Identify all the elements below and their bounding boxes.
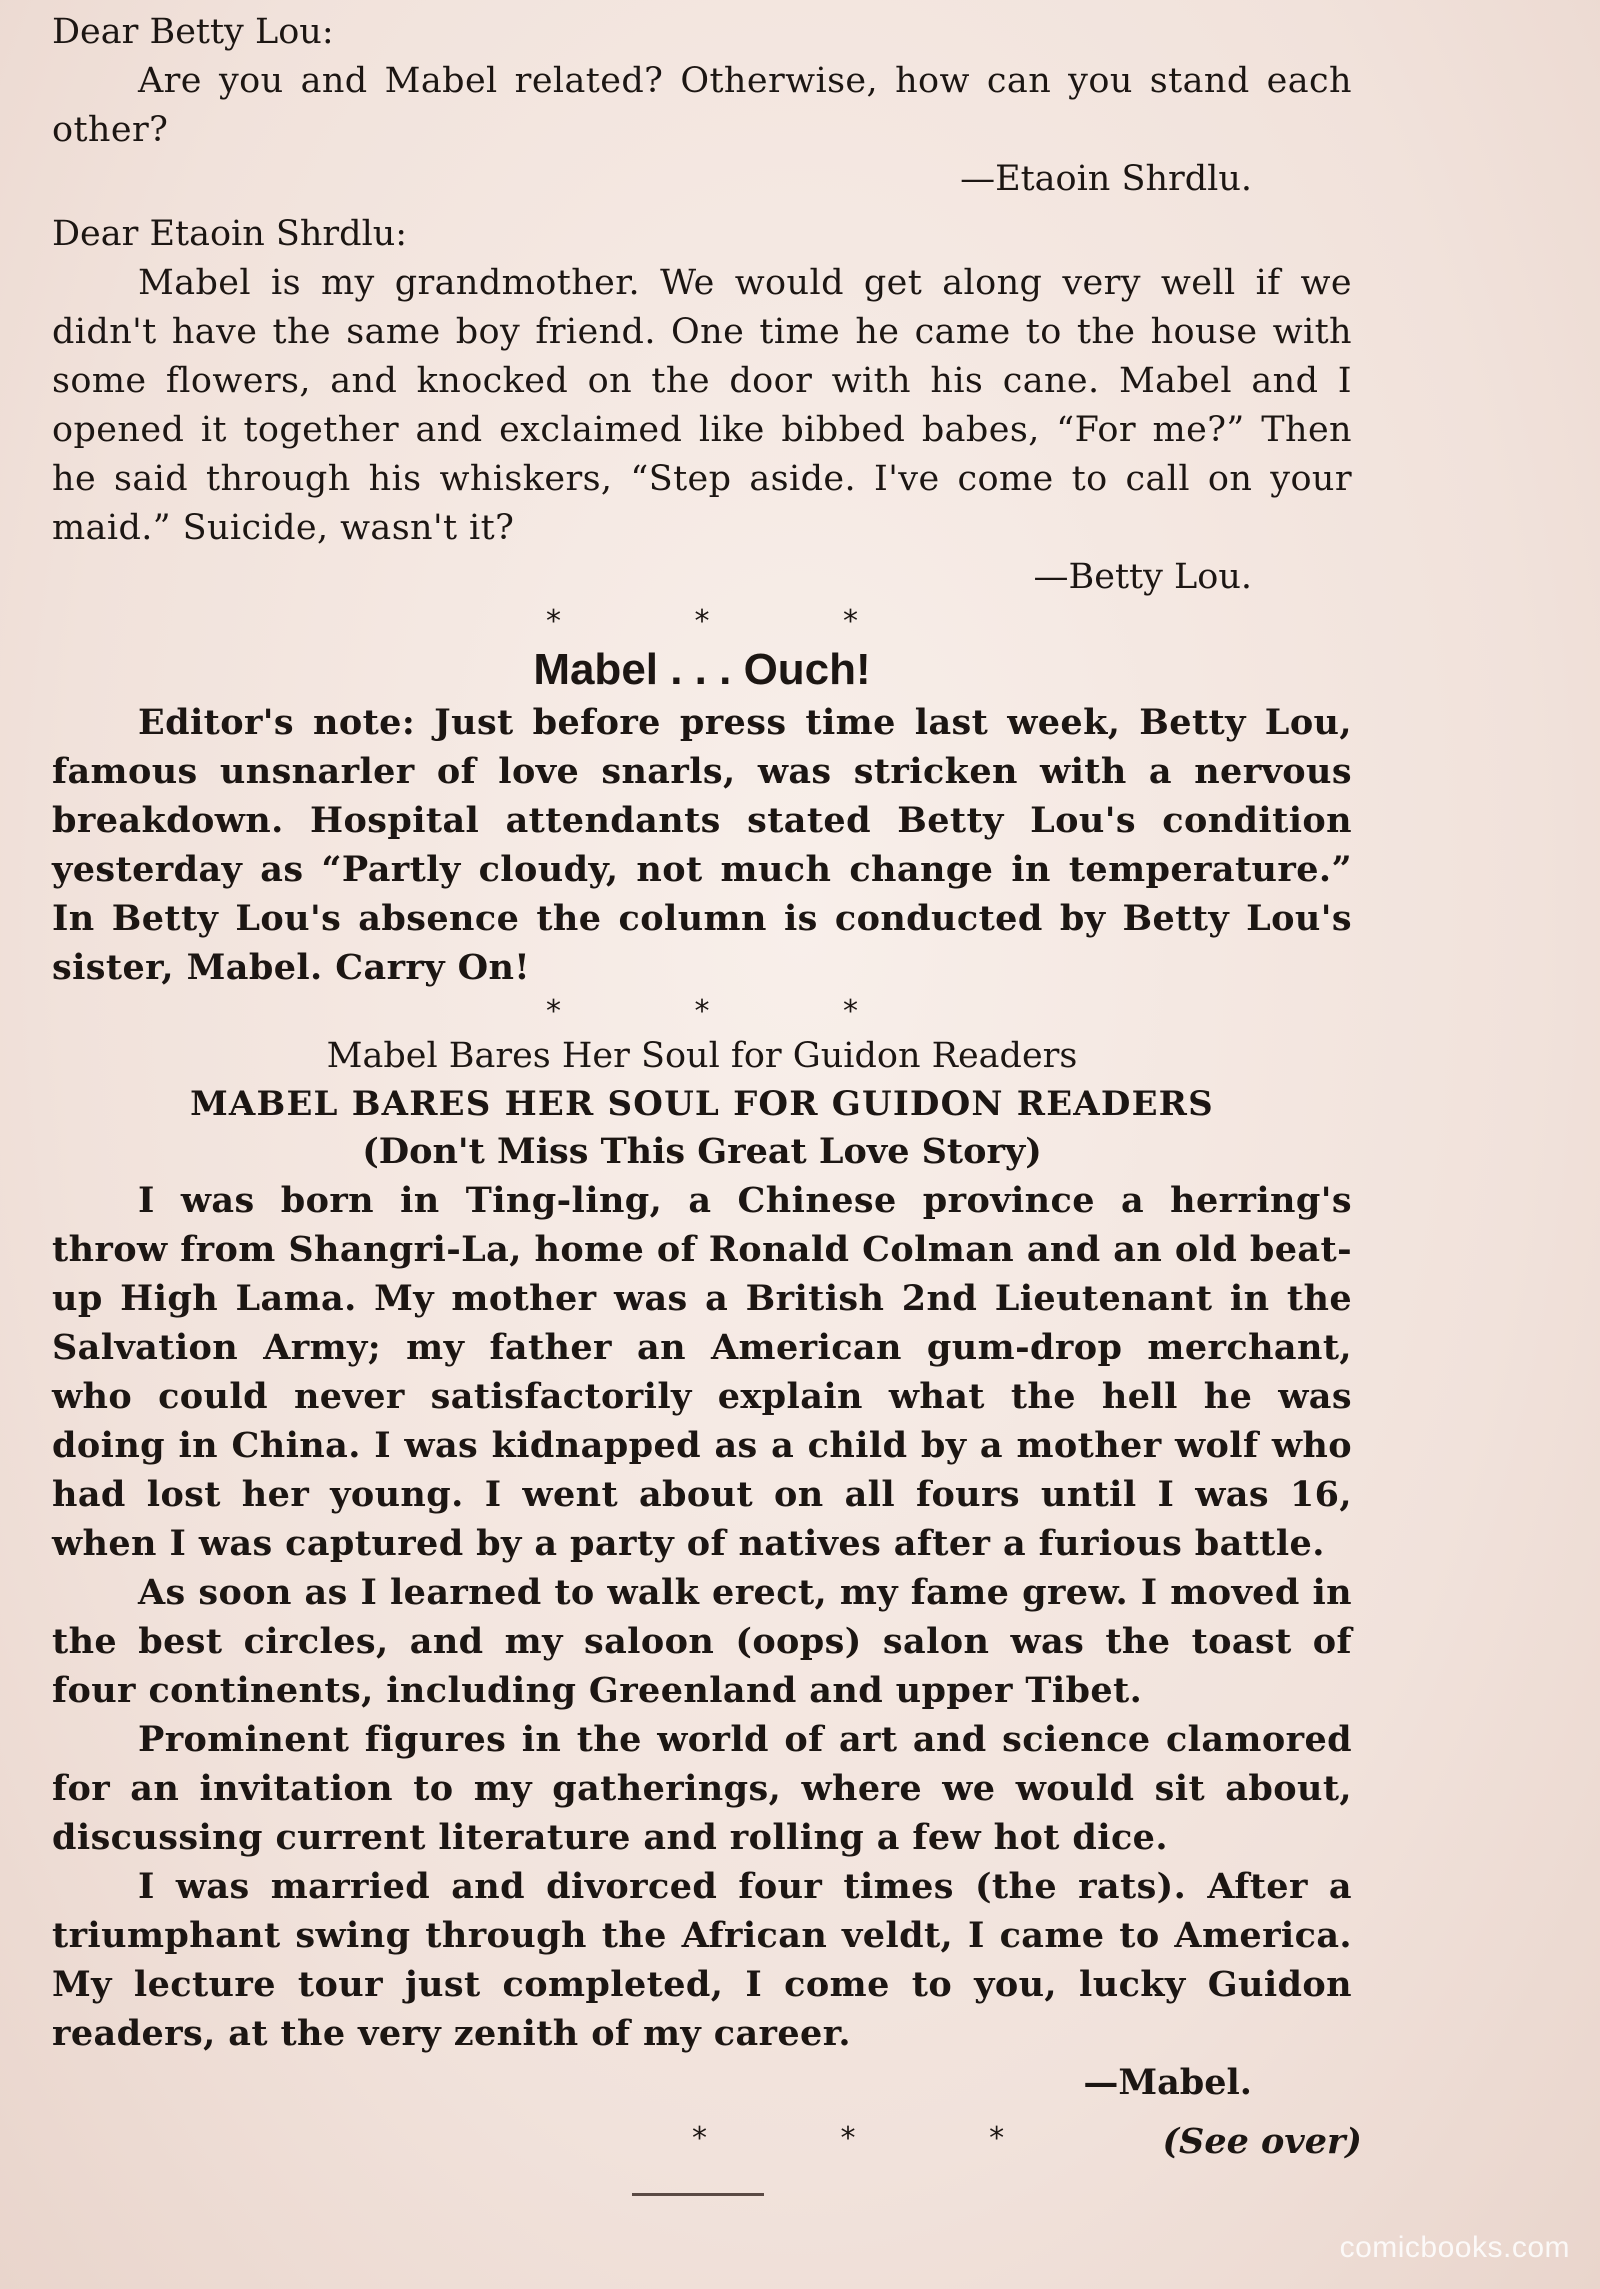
page-content bbox=[52, 8, 1362, 2171]
story-paragraph: I was married and divorced four times (the rats). After a triumphant swing through the African veldt, I came to America. My lecture tour just completed, I come to you, lucky Guidon readers, at the very zenith of my career. bbox=[52, 1866, 1352, 2054]
divider-rule bbox=[632, 2193, 764, 2196]
letter2-salutation: Dear Etaoin Shrdlu: bbox=[52, 214, 408, 254]
section-title: Mabel . . . Ouch! bbox=[533, 645, 871, 694]
letter1-body: Are you and Mabel related? Otherwise, how can you stand each other? bbox=[52, 61, 1352, 150]
story-paragraph: Prominent figures in the world of art and science clamored for an invitation to my gatherings, where we would sit about, discussing current literature and rolling a few hot dice. bbox=[52, 1719, 1352, 1858]
story-paragraph: I was born in Ting-ling, a Chinese province a herring's throw from Shangri-La, home of Ronald Colman and an old beat-up High Lama. My mother was a British 2nd Lieutenant in the Salvation Army; my father an American gum-drop merchant, who could never satisfactorily explain what the hell he was doing in China. I was kidnapped as a child by a mother wolf who had lost her young. I went about on all fours until I was 16, when I was captured by a party of natives after a furious battle. bbox=[52, 1180, 1352, 1564]
section-separator: * * * bbox=[545, 604, 921, 639]
story-title-caps: MABEL BARES HER SOUL FOR GUIDON READERS bbox=[190, 1084, 1214, 1124]
story-signature: —Mabel. bbox=[1083, 2062, 1252, 2103]
watermark: comicbooks.com bbox=[1339, 2231, 1570, 2264]
see-over-note: (See over) bbox=[1162, 2121, 1362, 2162]
story-title-small: Mabel Bares Her Soul for Guidon Readers bbox=[326, 1036, 1078, 1076]
letter2-body: Mabel is my grandmother. We would get along very well if we didn't have the same boy friend. One time he came to the house with some flowers, and knocked on the door with his cane. Mabel and I opened it together and exclaimed like bibbed babes, “For me?” Then he said through his whiskers, “Step aside. I've come to call on your maid.” Suicide, wasn't it? bbox=[52, 263, 1352, 548]
letter1-signature: —Etaoin Shrdlu. bbox=[960, 159, 1252, 199]
story-paragraph: As soon as I learned to walk erect, my fame grew. I moved in the best circles, and my saloon (oops) salon was the toast of four continents, including Greenland and upper Tibet. bbox=[52, 1572, 1352, 1711]
section-separator-2: * * * bbox=[545, 994, 921, 1029]
editors-note: Editor's note: Just before press time last week, Betty Lou, famous unsnarler of love snarls, was stricken with a nervous breakdown. Hospital attendants stated Betty Lou's condition yesterday as “Partly cloudy, not much change in temperature.” In Betty Lou's absence the column is conducted by Betty Lou's sister, Mabel. Carry On! bbox=[52, 702, 1352, 988]
footer-stars: * * * bbox=[692, 2121, 1067, 2156]
story-subtitle: (Don't Miss This Great Love Story) bbox=[362, 1131, 1042, 1172]
letter2-signature: —Betty Lou. bbox=[1033, 557, 1252, 597]
footer bbox=[52, 2121, 1362, 2171]
letter1-salutation: Dear Betty Lou: bbox=[52, 12, 334, 52]
